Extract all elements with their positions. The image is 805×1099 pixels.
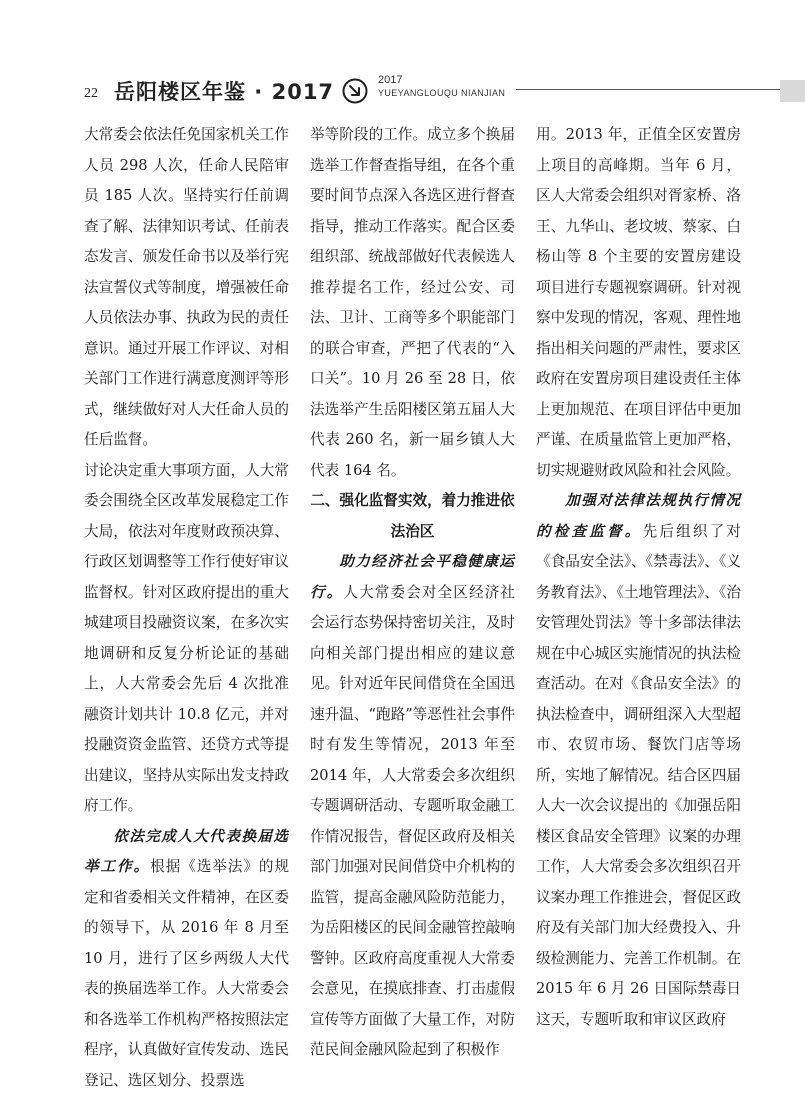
- header-rule: [516, 89, 788, 90]
- column-1: [84, 120, 289, 1096]
- paragraph: [536, 486, 741, 1035]
- subheading: 依法完成人大代表换届选举工作。: [84, 827, 289, 875]
- header-pinyin: YUEYANGLOUQU NIANJIAN: [378, 88, 506, 98]
- header-tab: [780, 80, 805, 102]
- column-3: [536, 120, 741, 1035]
- arrow-circle-icon: [342, 78, 368, 104]
- paragraph: [84, 822, 289, 1097]
- subheading: 加强对法律法规执行情况的检查监督。: [536, 492, 741, 540]
- column-2: [310, 120, 515, 1066]
- subheading: 助力经济社会平稳健康运行。: [310, 553, 515, 601]
- paragraph: 举等阶段的工作。成立多个换届选举工作督查指导组，在各个重要时间节点深入各选区进行督查指导，推动工作落实。配合区委组织部、统战部做好代表候选人推荐提名工作，经过公安、司法、卫计、工商等多个职能部门的联合审查，严把了代表的“入口关”。10 月 26 至 28 日，依法选举产生岳阳楼区第五届人大代表 260 名，新一届乡镇人大代表 164 名。: [310, 126, 515, 479]
- header-year: 2017: [378, 74, 403, 86]
- paragraph: 用。2013 年，正值全区安置房上项目的高峰期。当年 6 月，区人大常委会组织对胥家桥、洛王、九华山、老坟坡、蔡家、白杨山等 8 个主要的安置房建设项目进行专题视察调研。针对视察中发现的情况，客观、理性地指出相关问题的严肃性，要求区政府在安置房项目建设责任主体上更加规范、在项目评估中更加严谨、在质量监管上更加严格，切实规避财政风险和社会风险。: [536, 126, 741, 479]
- page-number: 22: [84, 86, 98, 101]
- paragraph-body: 人大常委会对全区经济社会运行态势保持密切关注，及时向相关部门提出相应的建议意见。针对近年民间借贷在全国迅速升温、“跑路”等恶性社会事件时有发生等情况，2013 年至 2014 年，人大常委会多次组织专题调研活动、专题听取金融工作情况报告，督促区政府及相关部门加强对民间借贷中介机构的监管，提高金融风险防范能力，为岳阳楼区的民间金融管控敲响警钟。区政府高度重视人大常委会意见，在摸底排查、打击虚假宣传等方面做了大量工作，对防范民间金融风险起到了积极作: [310, 583, 515, 1058]
- yearbook-title: 岳阳楼区年鉴 · 2017: [114, 80, 335, 104]
- section-heading: 二、强化监督实效，着力推进依法治区: [310, 492, 515, 540]
- paragraph: 大常委会依法任免国家机关工作人员 298 人次，任命人民陪审员 185 人次。坚持实行任前调查了解、法律知识考试、任前表态发言、颁发任命书以及举行宪法宣誓仪式等制度，增强被任命人员依法办事、执政为民的责任意识。通过开展工作评议、对相关部门工作进行满意度测评等形式，继续做好对人大任命人员的任后监督。: [84, 126, 289, 448]
- page-header: [0, 72, 805, 112]
- paragraph: [310, 547, 515, 1066]
- paragraph: 讨论决定重大事项方面，人大常委会围绕全区改革发展稳定工作大局，依法对年度财政预决算、行政区划调整等工作行使好审议监督权。针对区政府提出的重大城建项目投融资议案，在多次实地调研和反复分析论证的基础上，人大常委会先后 4 次批准融资计划共计 10.8 亿元，并对投融资资金监管、还贷方式等提出建议，坚持从实际出发支持政府工作。: [84, 461, 289, 814]
- paragraph-body: 先后组织了对《食品安全法》、《禁毒法》、《义务教育法》、《土地管理法》、《治安管理处罚法》等十多部法律法规在中心城区实施情况的执法检查活动。在对《食品安全法》的执法检查中，调研组深入大型超市、农贸市场、餐饮门店等场所，实地了解情况。结合区四届人大一次会议提出的《加强岳阳楼区食品安全管理》议案的办理工作，人大常委会多次组织召开议案办理工作推进会，督促区政府及有关部门加大经费投入、升级检测能力、完善工作机制。在 2015 年 6 月 26 日国际禁毒日这天，专题听取和审议区政府: [536, 522, 741, 1028]
- paragraph-body: 根据《选举法》的规定和省委相关文件精神，在区委的领导下，从 2016 年 8 月至 10 月，进行了区乡两级人大代表的换届选举工作。人大常委会和各选举工作机构严格按照法定程序，认真做好宣传发动、选民登记、选区划分、投票选: [84, 858, 289, 1089]
